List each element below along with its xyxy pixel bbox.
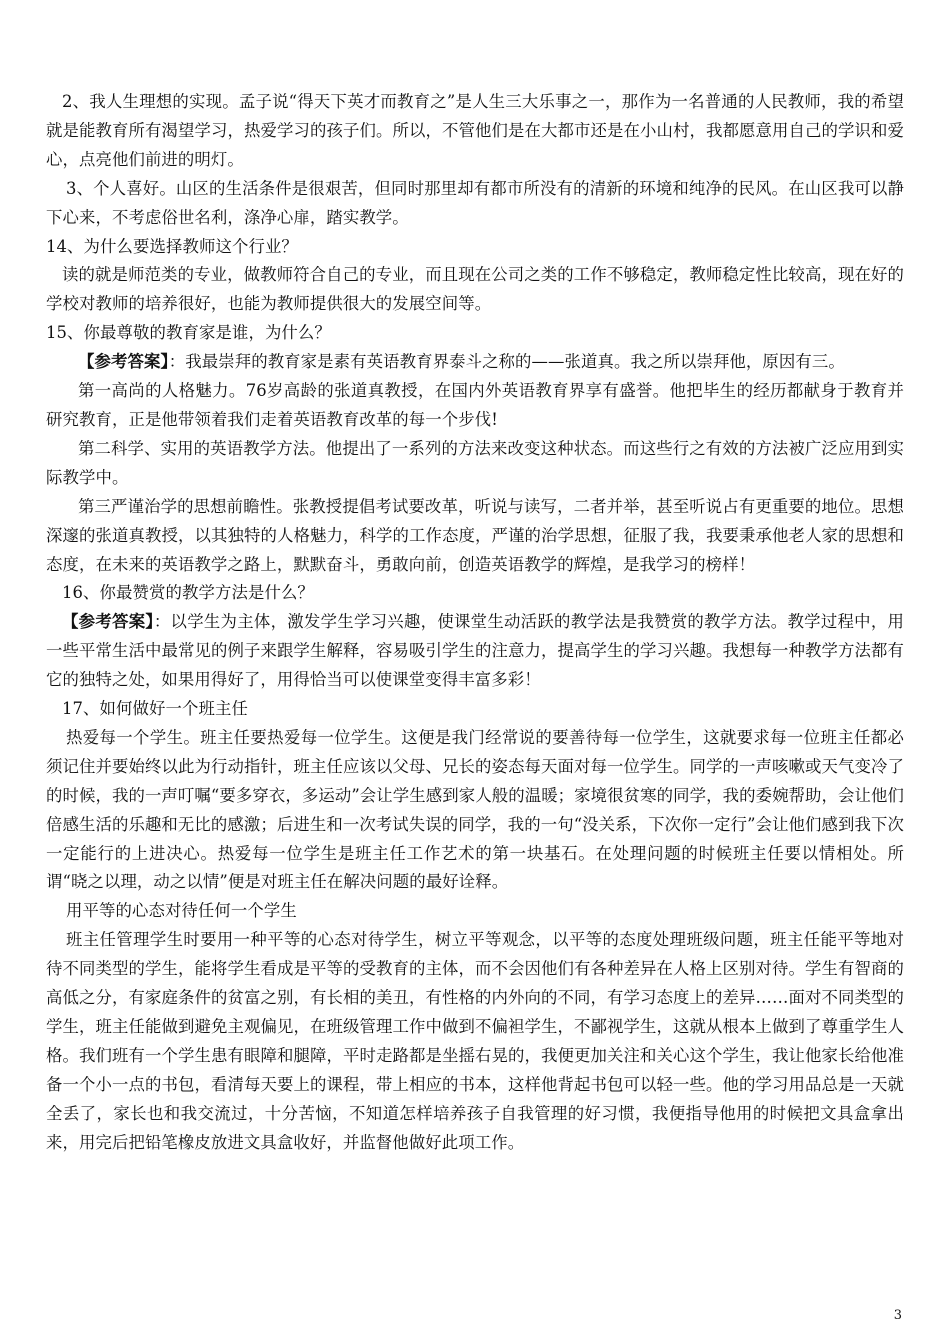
page-number: 3 — [893, 1308, 902, 1323]
answer-15-point-2: 第二科学、实用的英语教学方法。他提出了一系列的方法来改变这种状态。而这些行之有效的方法被广泛应用到实际教学中。 — [46, 438, 904, 487]
answer-16-text: ：以学生为主体，激发学生学习兴趣，使课堂生动活跃的教学法是我赞赏的教学方法。教学过程中，用一些平常生活中最常见的例子来跟学生解释，容易吸引学生的注意力，提高学生的学习兴趣。我想每一种教学方法都有它的独特之处，如果用得好了，用得恰当可以使课堂变得丰富多彩！ — [46, 612, 905, 690]
document-body — [46, 88, 904, 1158]
answer-15-intro — [46, 348, 904, 377]
answer-17-subheading-equality: 用平等的心态对待任何一个学生 — [66, 901, 297, 921]
question-17-heading: 17、如何做好一个班主任 — [62, 699, 248, 719]
answer-17-equality-paragraph: 班主任管理学生时要用一种平等的心态对待学生，树立平等观念，以平等的态度处理班级问题，班主任能平等地对待不同类型的学生，能将学生看成是平等的受教育的主体，而不会因他们有各种差异在人格上区别对待。学生有智商的高低之分，有家庭条件的贫富之别，有长相的美丑，有性格的内外向的不同，有学习态度上的差异……面对不同类型的学生，班主任能做到避免主观偏见，在班级管理工作中做到不偏袒学生，不鄙视学生，这就从根本上做到了尊重学生人格。我们班有一个学生患有眼障和腿障，平时走路都是坐摇右晃的，我便更加关注和关心这个学生，我让他家长给他准备一个小一点的书包，看清每天要上的课程，带上相应的书本，这样他背起书包可以轻一些。他的学习用品总是一天就全丢了，家长也和我交流过，十分苦恼，不知道怎样培养孩子自我管理的好习惯，我便指导他用的时候把文具盒拿出来，用完后把铅笔橡皮放进文具盒收好，并监督他做好此项工作。 — [46, 930, 904, 1152]
answer-14-paragraph: 读的就是师范类的专业，做教师符合自己的专业，而且现在公司之类的工作不够稳定，教师稳定性比较高，现在好的学校对教师的培养很好，也能为教师提供很大的发展空间等。 — [46, 265, 904, 314]
reference-answer-label: 【参考答案】 — [62, 612, 154, 632]
answer-15-text: ：我最崇拜的教育家是素有英语教育界泰斗之称的——张道真。我之所以崇拜他，原因有三。 — [168, 352, 845, 372]
paragraph-hobby: 3、个人喜好。山区的生活条件是很艰苦，但同时那里却有都市所没有的清新的环境和纯净的民风。在山区我可以静下心来，不考虑俗世名利，涤净心扉，踏实教学。 — [46, 178, 904, 227]
answer-17-love-students: 热爱每一个学生。班主任要热爱每一位学生。这便是我门经常说的要善待每一位学生，这就要求每一位班主任都必须记住并要始终以此为行动指针，班主任应该以父母、兄长的姿态每天面对每一位学生。同学的一声咳嗽或天气变冷了的时候，我的一声叮嘱“要多穿衣，多运动”会让学生感到家人般的温暖；家境很贫寒的同学，我的委婉帮助，会让他们倍感生活的乐趣和无比的感激；后进生和一次考试失误的同学，我的一句“没关系，下次你一定行”会让他们感到我下次一定能行的上进决心。热爱每一位学生是班主任工作艺术的第一块基石。在处理问题的时候班主任要以情相处。所谓“晓之以理，动之以情”便是对班主任在解决问题的最好诠释。 — [46, 727, 904, 892]
question-16-heading: 16、你最赞赏的教学方法是什么？ — [62, 583, 314, 603]
paragraph-ideal: 2、我人生理想的实现。孟子说“得天下英才而教育之”是人生三大乐事之一，那作为一名普通的人民教师，我的希望就是能教育所有渴望学习，热爱学习的孩子们。所以，不管他们是在大都市还是在小山村，我都愿意用自己的学识和爱心，点亮他们前进的明灯。 — [46, 92, 904, 169]
answer-15-point-3: 第三严谨治学的思想前瞻性。张教授提倡考试要改革，听说与读写，二者并举，甚至听说占有更重要的地位。思想深邃的张道真教授，以其独特的人格魅力，科学的工作态度，严谨的治学思想，征服了我，我要秉承他老人家的思想和态度，在未来的英语教学之路上，默默奋斗，勇敢向前，创造英语教学的辉煌，是我学习的榜样！ — [46, 496, 904, 574]
reference-answer-label: 【参考答案】 — [78, 352, 169, 372]
question-14-heading: 14、为什么要选择教师这个行业？ — [46, 236, 298, 256]
answer-15-point-1: 第一高尚的人格魅力。76岁高龄的张道真教授，在国内外英语教育界享有盛誉。他把毕生的经历都献身于教育并研究教育，正是他带领着我们走着英语教育改革的每一个步伐! — [46, 381, 904, 429]
question-15-heading: 15、你最尊敬的教育家是谁，为什么？ — [46, 323, 331, 343]
answer-16-paragraph — [46, 608, 904, 695]
